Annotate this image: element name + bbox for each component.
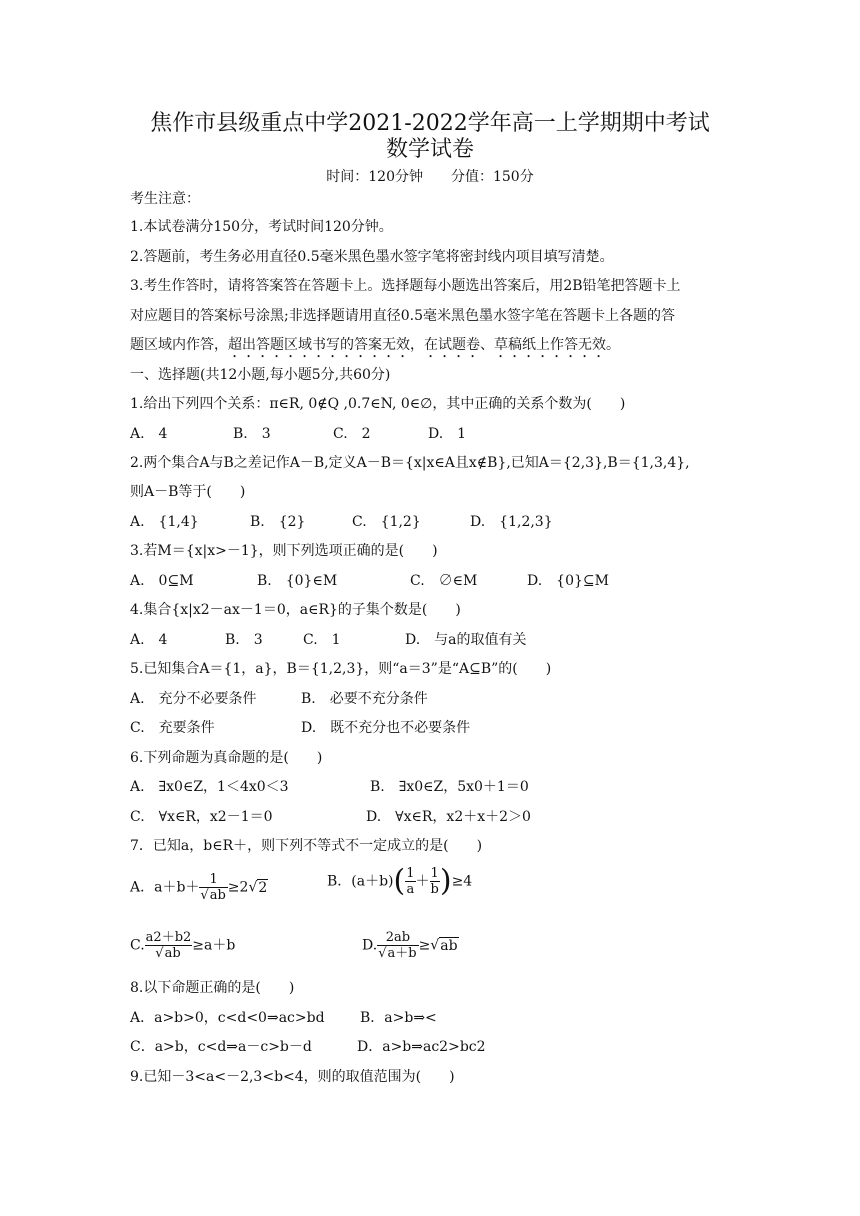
q8-option-c: C．a>b，c<d⇒a－c>b－d [130,1039,312,1055]
notice-text: 题区域内作答， [130,337,228,353]
q5-option-d: D. 既不充分也不必要条件 [301,720,471,736]
option-text: ≥a＋b [192,937,236,954]
denominator: a＋b [387,946,417,961]
q4-option-d: D. 与a的取值有关 [405,632,527,648]
q3-option-b: B. {0}∈M [257,573,338,589]
fraction: $\frac{2ab}{√a+b}$ [378,930,417,961]
q5-option-a: A. 充分不必要条件 [130,691,257,707]
question-1-stem: 1.给出下列四个关系：π∈R, 0∉Q ,0.7∈N, 0∈∅，其中正确的关系个数为( ) [130,396,626,412]
question-2-stem-line-1: 2.两个集合A与B之差记作A－B,定义A－B＝{x|x∈A且x∉B},已知A＝{2,3},B＝{1,3,4}, [130,455,690,471]
denominator: b [430,882,439,897]
q2-option-a: A. {1,4} [130,514,199,530]
q8-option-a: A．a>b>0，c<d<0⇒ac>bd [130,1010,325,1026]
option-text: ≥4 [451,873,473,890]
q6-option-b: B. ∃x0∈Z，5x0＋1＝0 [370,779,529,795]
question-4-stem: 4.集合{x|x2－ax－1＝0，a∈R}的子集个数是( ) [130,602,461,618]
option-text: B．(a＋b) [327,873,394,890]
q8-option-d: D．a>b⇒ac2>bc2 [357,1039,486,1055]
q3-option-d: D. {0}⊆M [527,573,609,589]
q3-option-a: A. 0⊆M [130,573,194,589]
emphasized-text: 在试题卷、草稿纸上作答无效 [424,337,606,353]
numerator: 1 [406,866,415,881]
emphasized-text: 超出答题区域书写的答案无效 [228,337,410,353]
numerator: a2＋b2 [145,930,192,945]
notice-item-1: 1.本试卷满分150分，考试时间120分钟。 [130,219,393,235]
question-2-stem-line-2: 则A－B等于( ) [130,484,246,500]
denominator: ab [209,888,226,903]
q3-option-c: C. ∅∈M [410,573,478,589]
radicand: 2 [258,879,268,896]
q5-option-c: C. 充要条件 [130,720,215,736]
q4-option-a: A. 4 [130,632,168,648]
question-9-stem: 9.已知－3<a<－2,3<b<4，则的取值范围为( ) [130,1069,455,1085]
notice-heading: 考生注意： [130,191,200,207]
notice-item-2: 2.答题前，考生务必用直径0.5毫米黑色墨水签字笔将密封线内项目填写清楚。 [130,249,614,265]
q6-option-a: A. ∃x0∈Z，1＜4x0＜3 [130,779,289,795]
q2-option-d: D. {1,2,3} [470,514,553,530]
q7-option-d: D. $\frac{2ab}{√a+b}$ ≥√ab [362,930,458,961]
option-text: D. [362,937,378,954]
q8-option-b: B．a>b⇒< [360,1010,437,1026]
q1-option-a: A. 4 [130,426,168,442]
notice-item-3-line-3 [130,334,620,361]
denominator: ab [164,946,181,961]
fraction: $\frac{a2+b2}{√ab}$ [145,930,192,961]
question-8-stem: 8.以下命题正确的是( ) [130,980,295,996]
exam-subtitle: 数学试卷 [385,137,474,162]
section-heading: 一、选择题(共12小题,每小题5分,共60分) [130,367,391,383]
option-text: ≥2 [227,879,249,896]
option-text: A．a＋b＋ [130,879,200,896]
fraction [430,866,440,897]
numerator: 1 [199,872,227,888]
numerator: 2ab [377,930,418,946]
plus-sign: ＋ [415,873,430,890]
option-text: C. [130,937,145,954]
notice-item-3-line-2: 对应题目的答案标号涂黑;非选择题请用直径0.5毫米黑色墨水签字笔在答题卡上各题的答 [130,308,675,324]
notice-item-3-line-1: 3.考生作答时，请将答案答在答题卡上。选择题每小题选出答案后，用2B铅笔把答题卡上 [130,278,681,294]
fraction: $\frac{1}{√ab}$ [200,872,226,903]
q2-option-b: B. {2} [250,514,306,530]
question-5-stem: 5.已知集合A＝{1，a}，B＝{1,2,3}，则“a＝3”是“A⊆B”的( ) [130,661,552,677]
radicand: ab [440,937,458,954]
question-7-stem: 7．已知a，b∈R＋，则下列不等式不一定成立的是( ) [130,838,483,854]
notice-text: ， [410,337,424,353]
q1-option-c: C. 2 [333,426,371,442]
q5-option-b: B. 必要不充分条件 [301,691,428,707]
q6-option-d: D. ∀x∈R，x2＋x＋2＞0 [366,809,531,825]
q7-option-c [130,930,235,961]
time-score-info: 时间：120分钟 分值：150分 [326,169,534,185]
q1-option-b: B. 3 [233,426,271,442]
notice-text: 。 [606,337,620,353]
fraction [405,866,415,897]
question-3-stem: 3.若M＝{x|x>－1}，则下列选项正确的是( ) [130,543,438,559]
q7-option-a: A．a＋b＋ $\frac{1}{√ab}$ ≥2√2 [130,872,268,903]
q6-option-c: C. ∀x∈R，x2－1＝0 [130,809,273,825]
q4-option-c: C. 1 [303,632,341,648]
q1-option-d: D. 1 [428,426,467,442]
q4-option-b: B. 3 [225,632,263,648]
q2-option-c: C. {1,2} [352,514,421,530]
question-6-stem: 6.下列命题为真命题的是( ) [130,750,323,766]
exam-title: 焦作市县级重点中学2021-2022学年高一上学期期中考试 [150,111,710,136]
numerator: 1 [430,866,439,881]
q7-option-b: B．(a＋b)( $\frac{1}{a}$ ＋ $\frac{1}{b}$ )≥4 [327,863,473,899]
option-text: ≥ [418,937,431,954]
denominator: a [406,882,415,897]
